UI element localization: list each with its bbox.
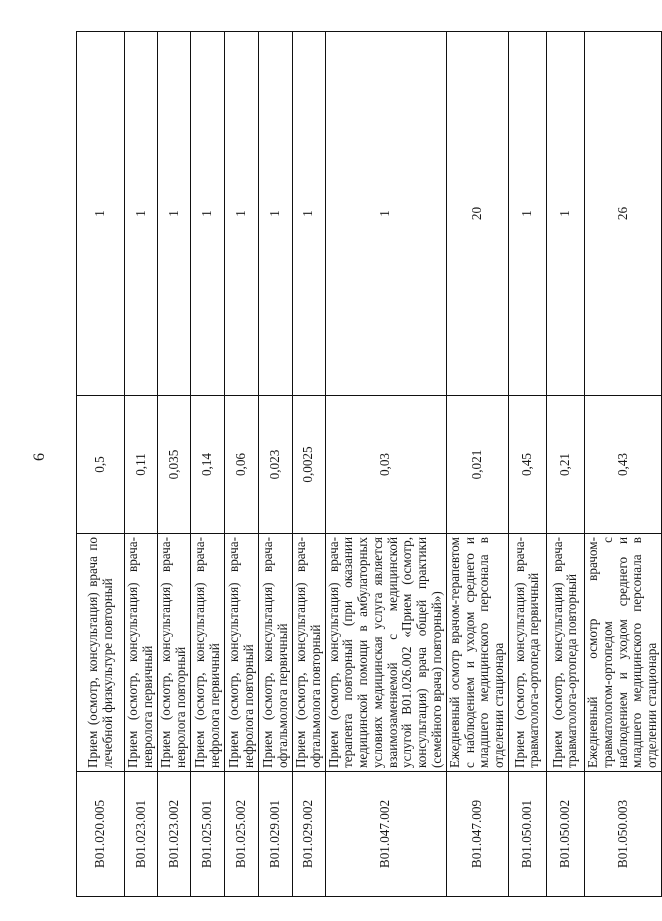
multiplicity: 1 xyxy=(293,32,326,396)
multiplicity: 1 xyxy=(508,32,546,396)
service-code: B01.029.001 xyxy=(259,772,293,897)
multiplicity: 1 xyxy=(325,32,446,396)
multiplicity: 1 xyxy=(225,32,259,396)
rotated-table-container xyxy=(76,32,660,897)
table-row xyxy=(158,32,191,897)
multiplicity: 26 xyxy=(584,32,661,396)
service-code: B01.023.002 xyxy=(158,772,191,897)
service-name: Прием (осмотр, консультация) врача по лечебной физкультуре повторный xyxy=(77,534,125,772)
table-row xyxy=(225,32,259,897)
service-name: Прием (осмотр, консультация) врача-терапевта повторный (при оказании медицинской помощи в амбулаторных условиях медицинская услуга является взаимозаменяемой с медицинской услугой B01.026.002 «Прием (осмотр, консультация) врача общей практики (семейного врача) повторный») xyxy=(325,534,446,772)
table-row xyxy=(584,32,661,897)
table-row xyxy=(77,32,125,897)
service-name: Прием (осмотр, консультация) врача-нефролога повторный xyxy=(225,534,259,772)
multiplicity: 1 xyxy=(77,32,125,396)
service-name: Прием (осмотр, консультация) врача-невролога первичный xyxy=(125,534,158,772)
frequency-coefficient: 0,21 xyxy=(546,396,584,534)
multiplicity: 1 xyxy=(259,32,293,396)
service-name: Ежедневный осмотр врачом-терапевтом с наблюдением и уходом среднего и младшего медицинского персонала в отделении стационара xyxy=(446,534,508,772)
service-code: B01.047.009 xyxy=(446,772,508,897)
service-name: Прием (осмотр, консультация) врача-офтальмолога первичный xyxy=(259,534,293,772)
service-code: B01.050.001 xyxy=(508,772,546,897)
frequency-coefficient: 0,43 xyxy=(584,396,661,534)
page-number: 6 xyxy=(31,453,48,461)
multiplicity: 20 xyxy=(446,32,508,396)
frequency-coefficient: 0,45 xyxy=(508,396,546,534)
frequency-coefficient: 0,035 xyxy=(158,396,191,534)
service-code: B01.025.002 xyxy=(225,772,259,897)
service-name: Прием (осмотр, консультация) врача-офтальмолога повторный xyxy=(293,534,326,772)
service-code: B01.050.003 xyxy=(584,772,661,897)
multiplicity: 1 xyxy=(546,32,584,396)
frequency-coefficient: 0,11 xyxy=(125,396,158,534)
frequency-coefficient: 0,14 xyxy=(191,396,225,534)
frequency-coefficient: 0,5 xyxy=(77,396,125,534)
multiplicity: 1 xyxy=(125,32,158,396)
table-row xyxy=(293,32,326,897)
service-code: B01.023.001 xyxy=(125,772,158,897)
table-row xyxy=(125,32,158,897)
service-name: Прием (осмотр, консультация) врача-нефролога первичный xyxy=(191,534,225,772)
service-code: B01.025.001 xyxy=(191,772,225,897)
services-table xyxy=(76,31,662,897)
service-name: Ежедневный осмотр врачом-травматологом-ортопедом с наблюдением и уходом среднего и младшего медицинского персонала в отделении стационара xyxy=(584,534,661,772)
service-name: Прием (осмотр, консультация) врача-травматолога-ортопеда первичный xyxy=(508,534,546,772)
table-row xyxy=(191,32,225,897)
service-name: Прием (осмотр, консультация) врача-невролога повторный xyxy=(158,534,191,772)
multiplicity: 1 xyxy=(191,32,225,396)
service-code: B01.020.005 xyxy=(77,772,125,897)
table-row xyxy=(508,32,546,897)
service-code: B01.050.002 xyxy=(546,772,584,897)
table-row xyxy=(546,32,584,897)
table-row xyxy=(446,32,508,897)
frequency-coefficient: 0,021 xyxy=(446,396,508,534)
table-row xyxy=(259,32,293,897)
frequency-coefficient: 0,0025 xyxy=(293,396,326,534)
service-code: B01.047.002 xyxy=(325,772,446,897)
service-code: B01.029.002 xyxy=(293,772,326,897)
multiplicity: 1 xyxy=(158,32,191,396)
frequency-coefficient: 0,023 xyxy=(259,396,293,534)
table-row xyxy=(325,32,446,897)
frequency-coefficient: 0,03 xyxy=(325,396,446,534)
frequency-coefficient: 0,06 xyxy=(225,396,259,534)
service-name: Прием (осмотр, консультация) врача-травматолога-ортопеда повторный xyxy=(546,534,584,772)
